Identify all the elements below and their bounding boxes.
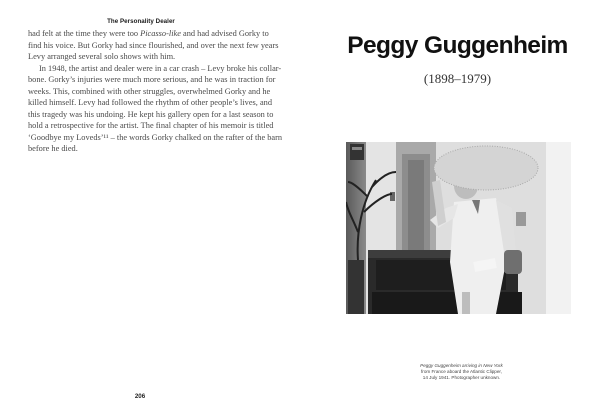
portrait-photo [346,142,571,314]
body-text [28,28,283,155]
text-line: this tragedy was his undoing. He kept his gallery open for a last season to [28,109,274,119]
text-line: Levy arranged several solo shows with him. [28,52,176,62]
text-line: had felt at the time they were too Picasso-like and had advised Gorky to [28,29,269,38]
text-line: weeks. This, combined with other struggles, overwhelmed Gorky and he [28,86,271,96]
text-line: find his voice. But Gorky had since flourished, and over the next few years [28,40,279,50]
photo-caption [400,363,523,382]
chapter-title: Peggy Guggenheim [347,32,568,59]
caption-line-2: from France aboard the Atlantic Clipper, [421,369,502,375]
text-line: bone. Gorky’s injuries were much more serious, and he was in traction for [28,75,276,85]
running-head: The Personality Dealer [107,18,175,25]
text-line: killed himself. Levy had followed the rhythm of other people’s lives, and [28,98,272,108]
text-line: ‘Goodbye my Loveds’¹¹ – the words Gorky chalked on the rafter of the barn [28,132,283,142]
life-dates: (1898–1979) [423,71,492,86]
text-line: before he died. [28,144,78,154]
text-line: hold a retrospective for the artist. The final chapter of his memoir is titled [28,121,274,131]
caption-line-3: 14 July 1941. Photographer unknown. [422,375,501,381]
caption-line-1: Peggy Guggenheim arriving in New York [420,363,503,368]
text-line: In 1948, the artist and dealer were in a car crash – Levy broke his collar- [39,63,282,73]
right-page [300,0,600,419]
page-number: 206 [134,393,146,400]
italic-phrase: Picasso-like [140,29,181,38]
photo-illustration [346,142,571,314]
paragraph-1 [28,28,279,63]
paragraph-2 [28,63,283,155]
